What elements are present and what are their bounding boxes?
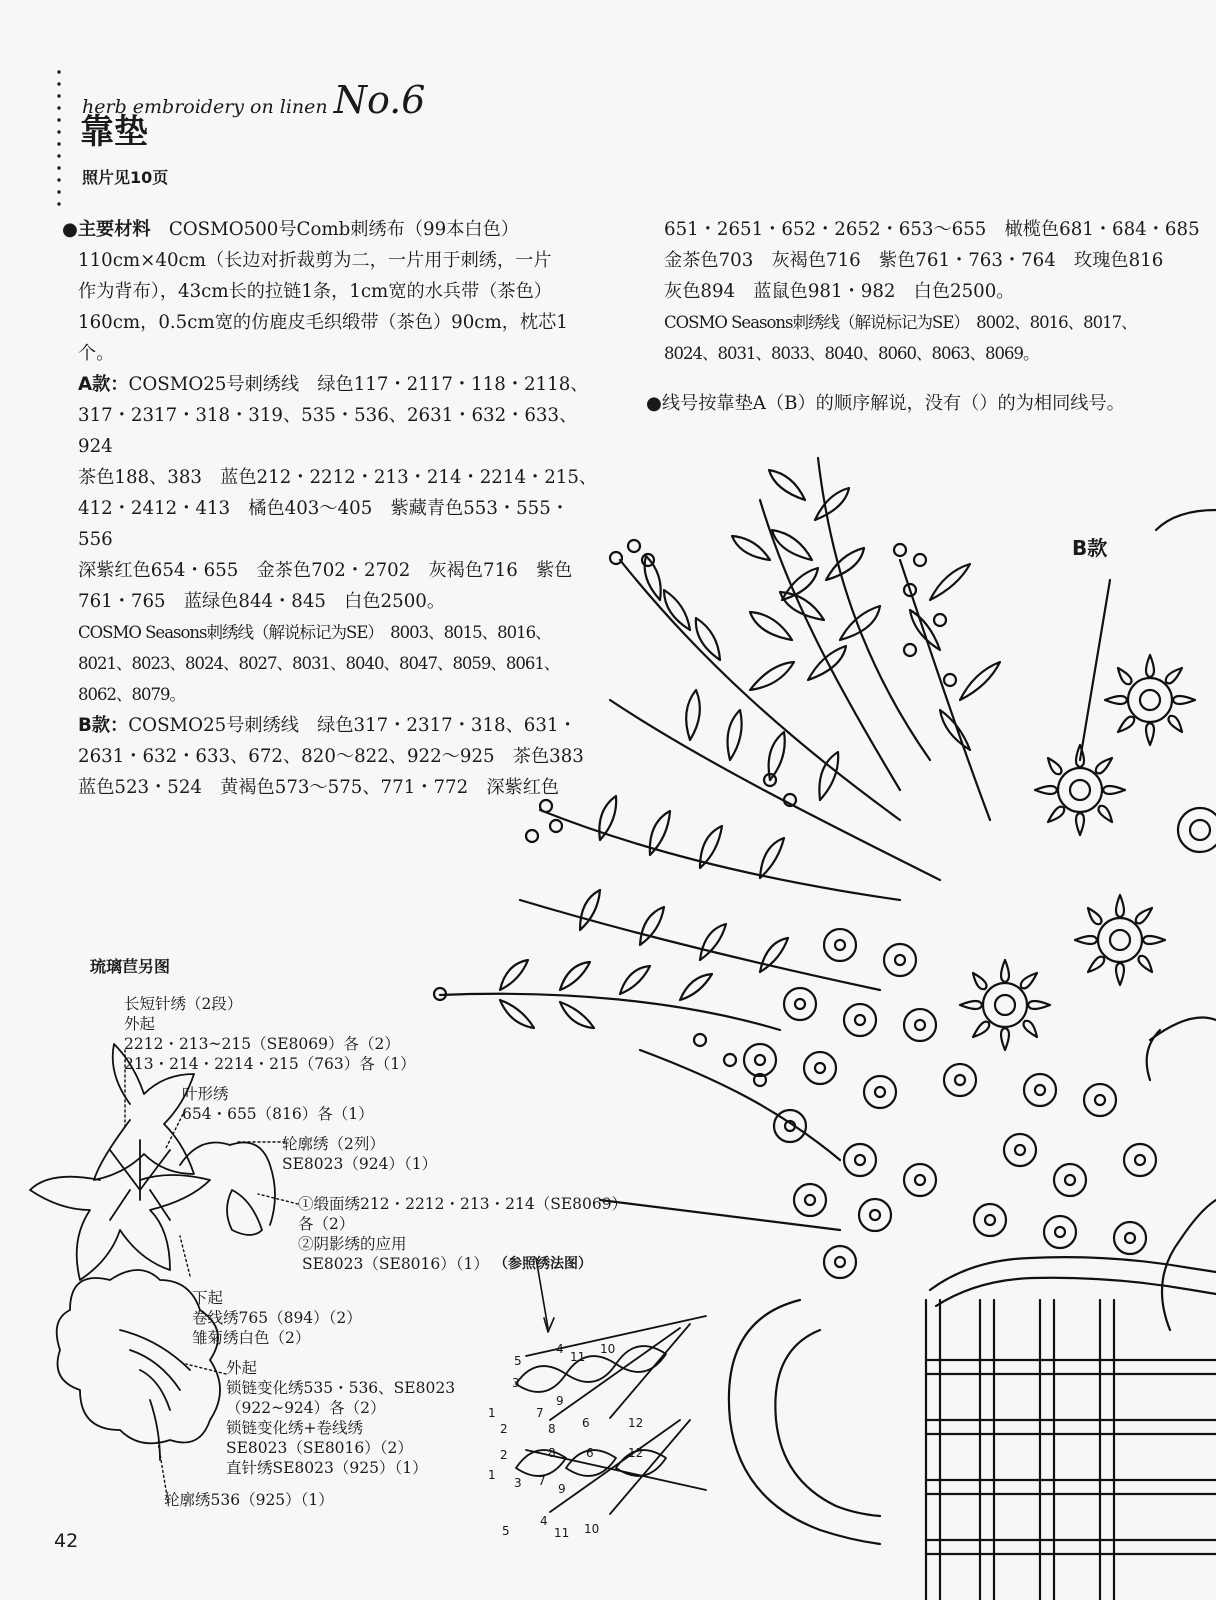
series-number: No.6 bbox=[333, 78, 426, 122]
style-b-line: 2631・632・633、672、820～822、922～925 茶色383 bbox=[78, 746, 584, 767]
style-b-season-line: COSMO Seasons刺绣线（解说标记为SE） 8002、8016、8017、 bbox=[664, 313, 1137, 332]
detail-label: SE8023（SE8016）（1） bbox=[302, 1255, 489, 1273]
detail-label: 叶形绣 bbox=[182, 1085, 229, 1103]
detail-title: 琉璃苣另图 bbox=[90, 957, 171, 976]
page-number: 42 bbox=[54, 1530, 79, 1552]
detail-label: 卷线绣765（894）（2） bbox=[192, 1309, 362, 1327]
stitch-number: 2 bbox=[500, 1448, 508, 1462]
detail-label: 213・214・2214・215（763）各（1） bbox=[124, 1055, 416, 1073]
detail-label: SE8023（924）（1） bbox=[282, 1155, 438, 1173]
pattern-label: B款 bbox=[1072, 536, 1108, 560]
style-a-line: 761・765 蓝绿色844・845 白色2500。 bbox=[78, 591, 446, 612]
stitch-number: 7 bbox=[536, 1406, 544, 1420]
detail-label: ②阴影绣的应用 bbox=[298, 1235, 407, 1253]
detail-label: 下起 bbox=[192, 1289, 224, 1307]
page-title: 靠垫 bbox=[80, 112, 148, 152]
stitch-number: 5 bbox=[502, 1524, 510, 1538]
stitch-number: 9 bbox=[556, 1394, 564, 1408]
detail-label: 各（2） bbox=[298, 1215, 355, 1233]
stitch-number: 12 bbox=[628, 1446, 644, 1460]
materials-line: COSMO500号Comb刺绣布（99本白色） bbox=[168, 219, 519, 240]
stitch-number: 3 bbox=[514, 1476, 522, 1490]
detail-label: 外起 bbox=[226, 1359, 258, 1377]
detail-label: 锁链变化绣+卷线绣 bbox=[226, 1419, 363, 1437]
style-a-season-line: COSMO Seasons刺绣线（解说标记为SE） 8003、8015、8016、 bbox=[78, 623, 551, 642]
stitch-number: 4 bbox=[540, 1514, 548, 1528]
stitch-number: 10 bbox=[584, 1522, 600, 1536]
detail-label: 长短针绣（2段） bbox=[124, 995, 243, 1013]
detail-label: 直针绣SE8023（925）（1） bbox=[226, 1459, 428, 1477]
materials-line: 110cm×40cm（长边对折裁剪为二，一片用于刺绣，一片 bbox=[78, 250, 552, 271]
style-a-line: 317・2317・318・319、535・536、2631・632・633、924 bbox=[78, 405, 578, 457]
detail-label: 外起 bbox=[124, 1015, 156, 1033]
detail-label: SE8023（SE8016）（2） bbox=[226, 1439, 413, 1457]
stitch-number: 6 bbox=[582, 1416, 590, 1430]
style-a-line: COSMO25号刺绣线 绿色117・2117・118・2118、 bbox=[128, 374, 589, 395]
materials-line: 160cm，0.5cm宽的仿鹿皮毛织缎带（茶色）90cm，枕芯1 bbox=[78, 312, 568, 333]
style-a-label: A款： bbox=[78, 374, 129, 395]
materials-label: ●主要材料 bbox=[62, 219, 151, 240]
style-a-line: 茶色188、383 蓝色212・2212・213・214・2214・215、 bbox=[78, 467, 598, 488]
detail-label: 锁链变化绣535・536、SE8023 bbox=[226, 1379, 456, 1397]
twisted-stem bbox=[180, 1143, 275, 1236]
detail-label: ①缎面绣212・2212・213・214（SE8069） bbox=[298, 1195, 628, 1213]
style-b-line: 金茶色703 灰褐色716 紫色761・763・764 玫瑰色816 bbox=[664, 250, 1164, 271]
stitch-number: 3 bbox=[512, 1376, 520, 1390]
detail-label: 2212・213~215（SE8069）各（2） bbox=[124, 1035, 400, 1053]
style-b-line: 灰色894 蓝鼠色981・982 白色2500。 bbox=[664, 281, 1015, 302]
style-a-line: 412・2412・413 橘色403～405 紫藏青色553・555・556 bbox=[78, 498, 570, 550]
stitch-number: 5 bbox=[514, 1354, 522, 1368]
materials-line: 个。 bbox=[78, 343, 115, 364]
stitch-number: 8 bbox=[548, 1446, 556, 1460]
style-b-season-line: 8024、8031、8033、8040、8060、8063、8069。 bbox=[664, 344, 1039, 363]
detail-label: （922~924）各（2） bbox=[226, 1399, 386, 1417]
style-a-season-line: 8021、8023、8024、8027、8031、8040、8047、8059、8061、 bbox=[78, 654, 560, 673]
stitch-number: 2 bbox=[500, 1422, 508, 1436]
style-b-line: 651・2651・652・2652・653～655 橄榄色681・684・685 bbox=[664, 219, 1200, 240]
style-b-label: B款： bbox=[78, 715, 129, 736]
stitch-number: 9 bbox=[558, 1482, 566, 1496]
stitch-number: 12 bbox=[628, 1416, 644, 1430]
detail-label: 雏菊绣白色（2） bbox=[192, 1329, 311, 1347]
style-a-line: 深紫红色654・655 金茶色702・2702 灰褐色716 紫色 bbox=[78, 560, 573, 581]
style-b-line: COSMO25号刺绣线 绿色317・2317・318、631・ bbox=[128, 715, 577, 736]
style-b-line: 蓝色523・524 黄褐色573～575、771・772 深紫红色 bbox=[78, 777, 560, 798]
stitch-number: 11 bbox=[554, 1526, 570, 1540]
stitch-number: 7 bbox=[538, 1474, 546, 1488]
series-label: herb embroidery on linen bbox=[82, 96, 328, 118]
detail-label: 轮廓绣（2列） bbox=[282, 1135, 385, 1153]
thread-note: ●线号按靠垫A（B）的顺序解说，没有（）的为相同线号。 bbox=[646, 393, 1125, 414]
stitch-number: 1 bbox=[488, 1468, 496, 1482]
stitch-number: 10 bbox=[600, 1342, 616, 1356]
photo-reference: 照片见10页 bbox=[82, 168, 169, 187]
stitch-number: 11 bbox=[570, 1350, 586, 1364]
stitch-number: 8 bbox=[548, 1422, 556, 1436]
materials-line: 作为背布），43cm长的拉链1条，1cm宽的水兵带（茶色） bbox=[78, 281, 552, 302]
detail-label: 654・655（816）各（1） bbox=[182, 1105, 374, 1123]
detail-label: 轮廓绣536（925）（1） bbox=[164, 1491, 334, 1509]
stitch-number: 4 bbox=[556, 1342, 564, 1356]
detail-label: （参照绣法图） bbox=[494, 1256, 592, 1272]
style-a-season-line: 8062、8079。 bbox=[78, 685, 185, 704]
stitch-number: 6 bbox=[586, 1446, 594, 1460]
stitch-number: 1 bbox=[488, 1406, 496, 1420]
